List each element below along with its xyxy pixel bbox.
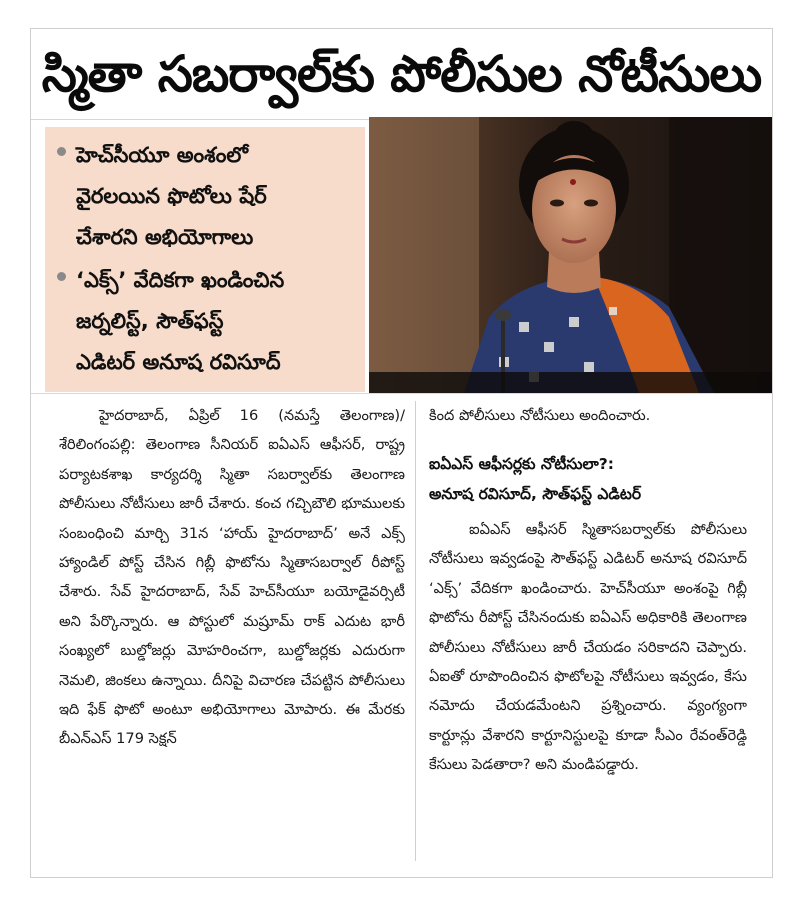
- article-column-right: [429, 515, 747, 780]
- article-paragraph: కింద పోలీసులు నోటీసులు అందించారు.: [429, 407, 651, 424]
- body-divider: [31, 393, 772, 394]
- article-paragraph: హైదరాబాద్‌, ఏప్రిల్‌ 16 (నమస్తే తెలంగాణ)/శేరిలింగంపల్లి: తెలంగాణ సీనియర్‌ ఐఏఎస్‌ ఆఫీసర్‌, రాష్ట్ర పర్యాటకశాఖ కార్యదర్శి స్మితా సబర్వాల్‌కు తెలంగాణ పోలీసులు నోటీసులు జారీ చేశారు. కంచ గచ్చిబౌలి భూములకు సంబంధించి మార్చి 31న ‘హాయ్‌ హైదరాబాద్‌’ అనే ఎక్స్‌ హ్యాండిల్‌ పోస్ట్‌ చేసిన గిబ్లీ ఫొటోను స్మితాసబర్వాల్‌ రీపోస్ట్‌ చేశారు. సేవ్‌ హైదరాబాద్‌, సేవ్‌ హెచ్‌సీయూ బయోడైవర్సిటీ అని పేర్కొన్నారు. ఆ పోస్టులో మష్రూమ్‌ రాక్‌ ఎదుట భారీ సంఖ్యలో బుల్డోజర్లు మోహరించగా, బుల్డోజర్లకు ఎదురుగా నెమలి, జింకలు ఉన్నాయి. దీనిపై విచారణ చేపట్టిన పోలీసులు ఇది ఫేక్‌ ఫొటో అంటూ అభియోగాలు మోపారు. ఈ మేరకు బీఎన్‌ఎస్‌ 179 సెక్షన్‌: [59, 407, 405, 748]
- news-clipping: [30, 28, 773, 878]
- article-column-left: [59, 401, 405, 754]
- column-divider: [415, 401, 416, 861]
- article-column-right-top: [429, 401, 747, 430]
- bullet-icon: [57, 147, 66, 156]
- news-photo: [369, 117, 772, 393]
- bullet-icon: [57, 272, 66, 281]
- highlights-box: [45, 127, 365, 392]
- highlight-text: హెచ్‌సీయూ అంశంలో వైరలయిన ఫొటోలు షేర్ చేశారని అభియోగాలు: [76, 143, 267, 249]
- article-subheading: ఐఏఎస్‌ ఆఫీసర్లకు నోటీసులా?: అనూష రవిసూద్‌, సౌత్‌ఫస్ట్‌ ఎడిటర్‌: [429, 455, 642, 503]
- woman-speaking-photo: [369, 117, 772, 393]
- article-paragraph: ఐఏఎస్‌ ఆఫీసర్‌ స్మితాసబర్వాల్‌కు పోలీసులు నోటీసులు ఇవ్వడంపై సౌత్‌ఫస్ట్‌ ఎడిటర్‌ అనూష రవిసూద్‌ ‘ఎక్స్‌’ వేదికగా ఖండించారు. హెచ్‌సీయూ అంశంపై గిబ్లీ ఫొటోను రీపోస్ట్‌ చేసినందుకు ఐఏఎస్‌ అధికారికి తెలంగాణ పోలీసులు నోటీసులు జారీ చేయడం సరికాదని చెప్పారు. ఏఐతో రూపొందించిన ఫొటోలపై నోటీసులు ఇవ్వడం, కేసు నమోదు చేయడమేంటని ప్రశ్నించారు. వ్యంగ్యంగా కార్టూన్లు వేశారని కార్టూనిస్టులపై కూడా సీఎం రేవంత్‌రెడ్డి కేసులు పెడతారా? అని మండిపడ్డారు.: [429, 521, 747, 774]
- highlight-item: [57, 135, 361, 258]
- highlight-text: ‘ఎక్స్‌’ వేదికగా ఖండించిన జర్నలిస్ట్‌, సౌత్‌ఫస్ట్‌ ఎడిటర్‌ అనూష రవిసూద్‌: [76, 268, 285, 374]
- highlight-item: [57, 260, 361, 383]
- headline: స్మితా సబర్వాల్‌కు పోలీసుల నోటీసులు: [41, 45, 762, 103]
